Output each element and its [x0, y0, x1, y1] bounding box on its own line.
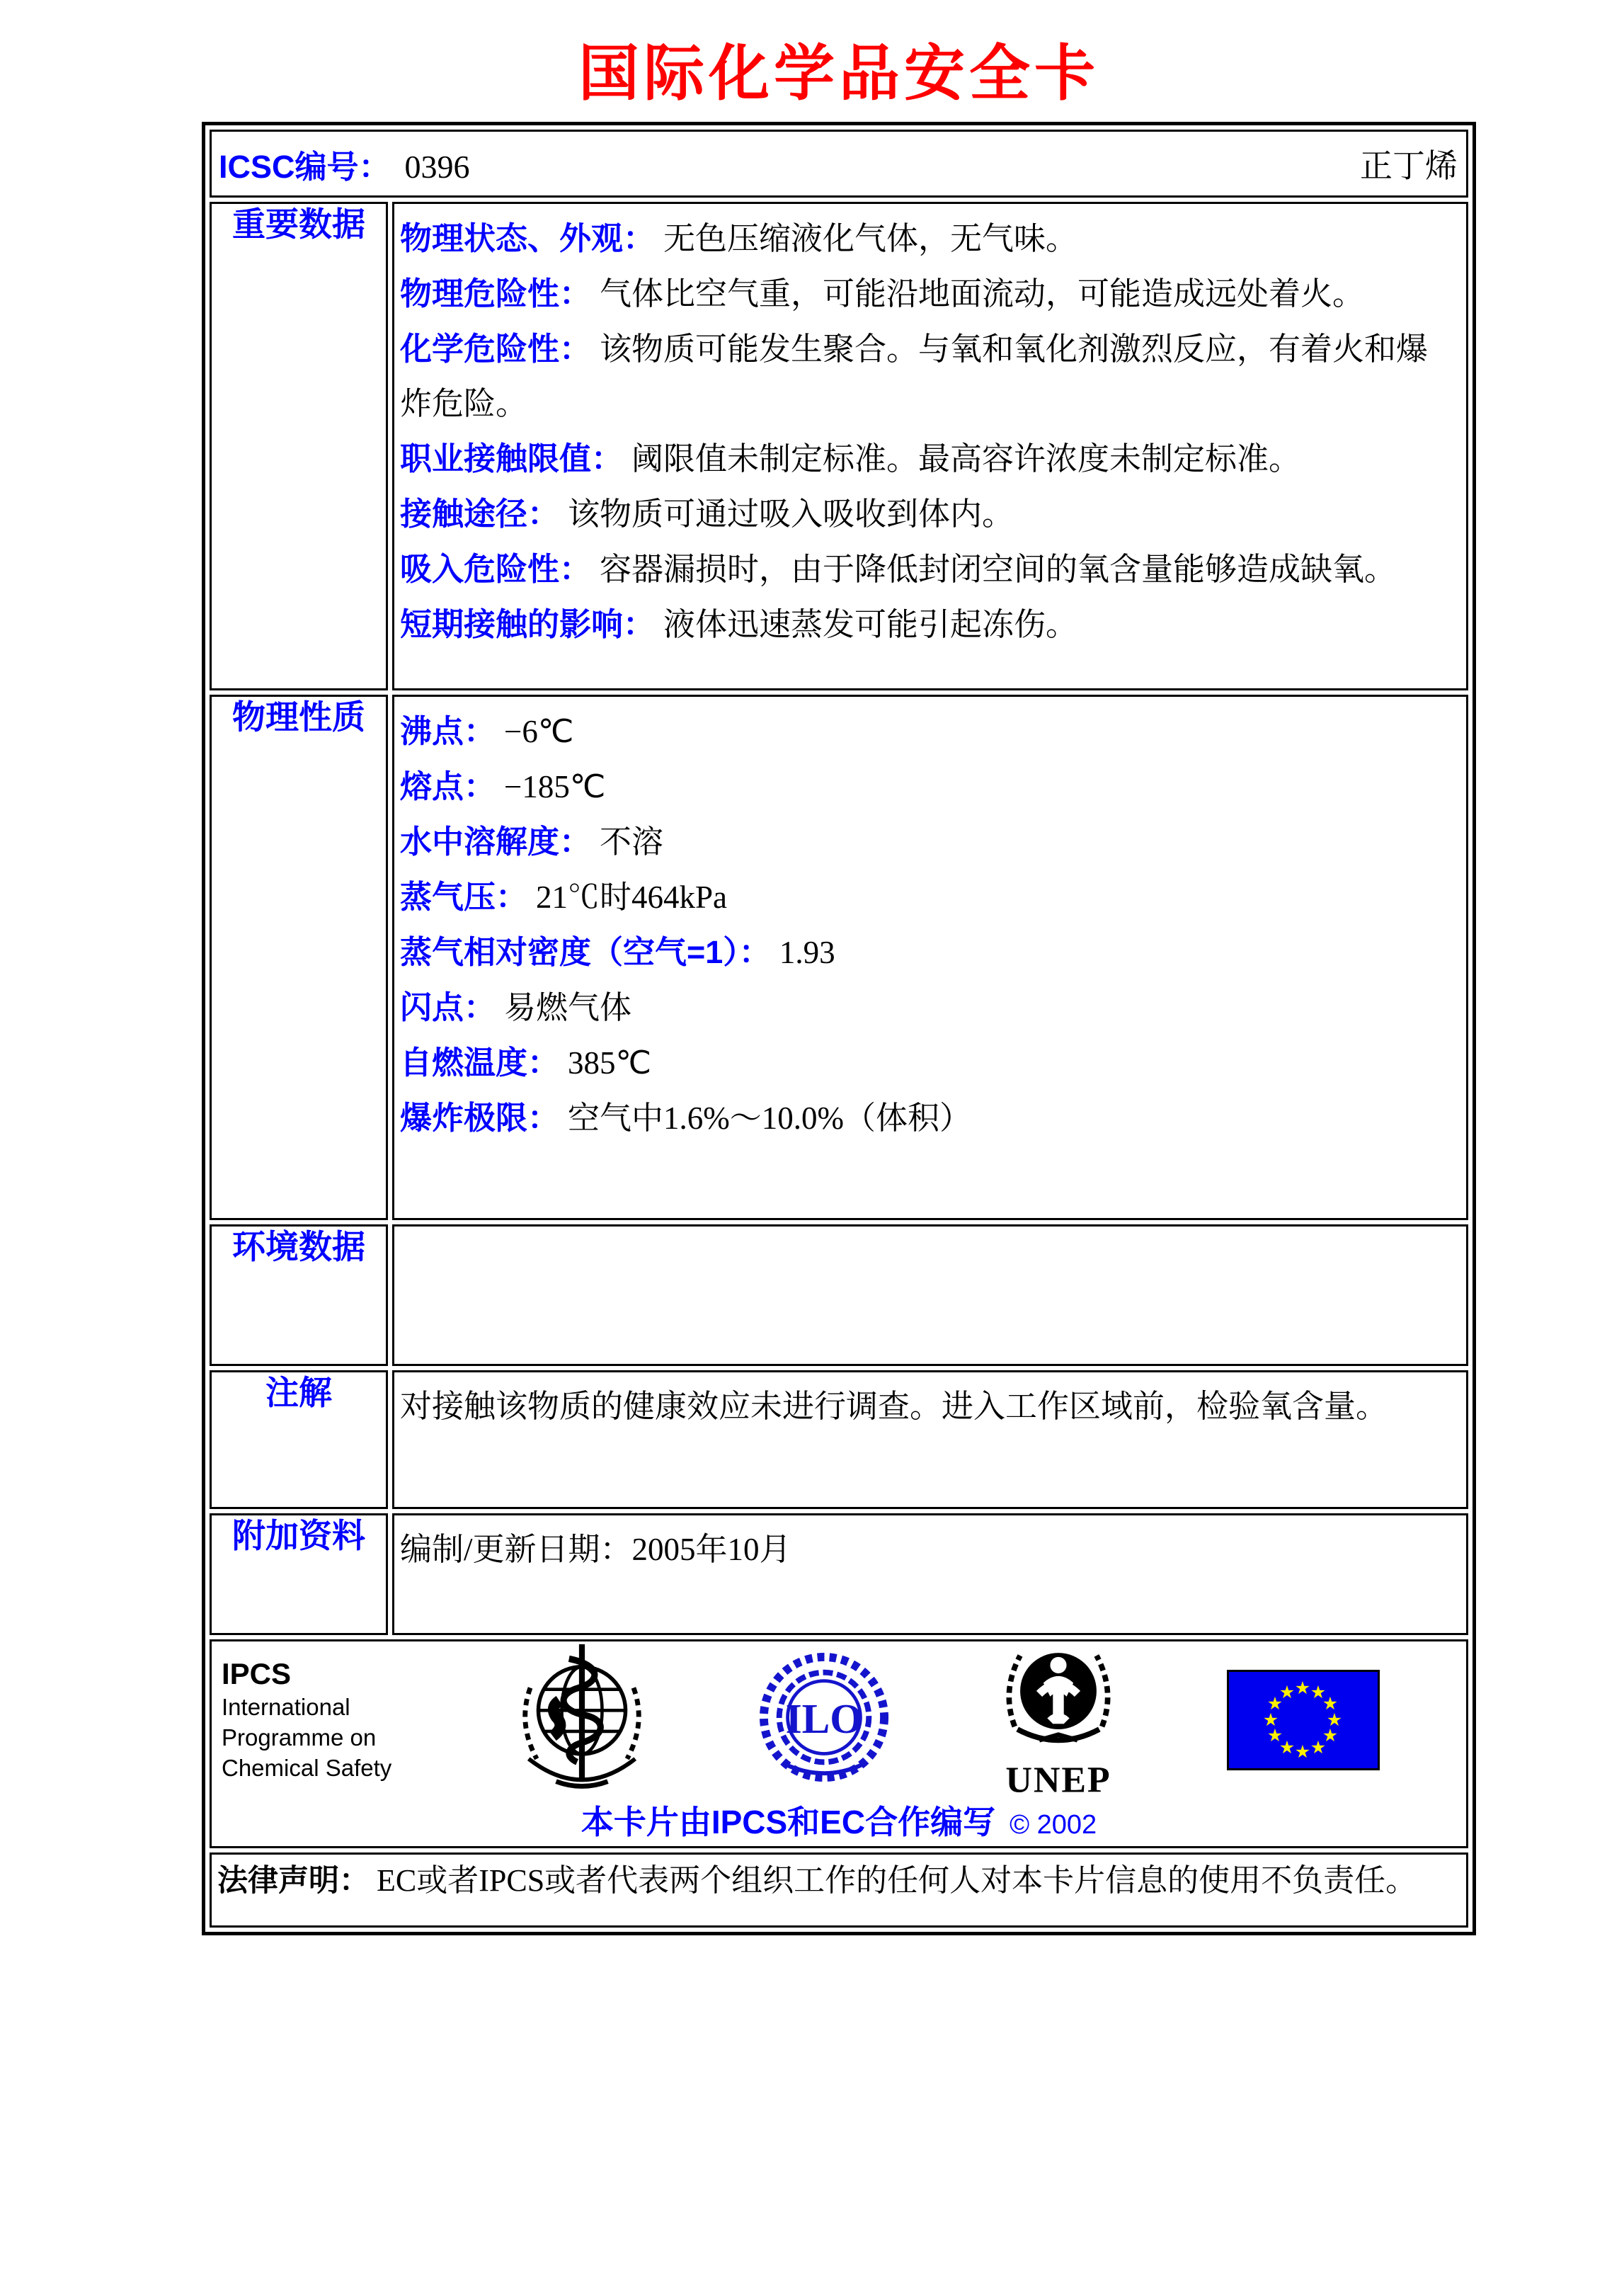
data-item	[400, 814, 1459, 870]
notes-label-cell	[210, 1370, 388, 1509]
item-text: 气体比空气重，可能沿地面流动，可能造成远处着火。	[600, 276, 1365, 312]
ipcs-text-block	[222, 1656, 406, 1784]
icsc-number-label: ICSC编号：	[219, 148, 391, 185]
data-item	[400, 321, 1459, 431]
data-item	[400, 870, 1459, 925]
item-text: 该物质可能发生聚合。与氧和氧化剂激烈反应，有着火和爆炸危险。	[400, 331, 1429, 421]
data-item	[400, 925, 1459, 980]
data-item	[400, 1035, 1459, 1091]
data-item	[400, 1091, 1459, 1146]
notes-row	[210, 1370, 1468, 1509]
svg-text:★: ★	[1266, 1724, 1283, 1746]
page-title: 国际化学品安全卡	[578, 40, 1099, 108]
item-label: 闪点：	[400, 989, 496, 1025]
item-label: 自燃温度：	[400, 1045, 560, 1081]
cooperation-caption	[212, 1797, 1466, 1843]
item-text: 对接触该物质的健康效应未进行调查。进入工作区域前，检验氧含量。	[400, 1389, 1388, 1424]
additional-info-label-cell	[210, 1513, 388, 1635]
header-row	[210, 130, 1468, 198]
item-label: 吸入危险性：	[400, 551, 592, 587]
legal-cell	[210, 1852, 1468, 1928]
svg-text:★: ★	[1326, 1709, 1343, 1730]
item-text: 液体迅速蒸发可能引起冻伤。	[663, 607, 1078, 642]
svg-text:★: ★	[1294, 1677, 1311, 1698]
header-cell	[210, 130, 1468, 198]
item-text: 空气中1.6%～10.0%（体积）	[568, 1100, 971, 1136]
data-item	[400, 542, 1459, 597]
item-text: −6℃	[504, 714, 574, 749]
svg-text:★: ★	[1294, 1741, 1311, 1762]
environmental-data-content	[392, 1224, 1468, 1366]
item-text: −185℃	[504, 769, 606, 804]
item-label: 爆炸极限：	[400, 1100, 560, 1136]
svg-text:★: ★	[1310, 1736, 1327, 1758]
item-text: 阈限值未制定标准。最高容许浓度未制定标准。	[631, 441, 1301, 477]
ipcs-line: International	[222, 1694, 350, 1721]
section-label: 物理性质	[232, 698, 365, 736]
item-label: 蒸气压：	[400, 879, 528, 915]
notes-content	[392, 1370, 1468, 1509]
item-label: 沸点：	[400, 713, 496, 749]
item-text: 不溶	[600, 824, 664, 860]
item-text: 385℃	[568, 1045, 652, 1081]
svg-text:★: ★	[1262, 1709, 1279, 1730]
section-label: 重要数据	[232, 205, 365, 243]
svg-text:★: ★	[1279, 1736, 1296, 1758]
item-text: 无色压缩液化气体，无气味。	[663, 221, 1078, 256]
ipcs-line: Chemical Safety	[222, 1755, 392, 1782]
legal-row	[210, 1852, 1468, 1928]
item-text: 1.93	[779, 935, 835, 970]
section-label: 附加资料	[232, 1517, 365, 1554]
item-label: 接触途径：	[400, 496, 560, 532]
data-item	[400, 431, 1459, 486]
svg-text:★: ★	[1322, 1692, 1339, 1714]
who-logo	[514, 1639, 650, 1801]
data-item	[400, 266, 1459, 321]
logos-cell	[210, 1639, 1468, 1848]
environmental-data-label-cell	[210, 1224, 388, 1366]
item-label: 蒸气相对密度（空气=1）：	[400, 934, 771, 970]
data-item	[400, 211, 1459, 266]
legal-text: EC或者IPCS或者代表两个组织工作的任何人对本卡片信息的使用不负责任。	[377, 1863, 1417, 1898]
physical-properties-row	[210, 695, 1468, 1220]
additional-info-row	[210, 1513, 1468, 1635]
section-label: 环境数据	[232, 1228, 365, 1265]
section-label: 注解	[265, 1374, 332, 1411]
legal-label: 法律声明：	[217, 1864, 370, 1898]
important-data-label-cell	[210, 202, 388, 690]
copyright-text: © 2002	[1010, 1810, 1097, 1840]
logos-row	[210, 1639, 1468, 1848]
item-label: 短期接触的影响：	[400, 606, 656, 642]
data-item	[400, 1523, 1459, 1577]
item-label: 物理状态、外观：	[400, 220, 656, 256]
environmental-data-row	[210, 1224, 1468, 1366]
chemical-name: 正丁烯	[1360, 148, 1458, 184]
item-text: 21℃时464kPa	[536, 880, 728, 915]
additional-info-content	[392, 1513, 1468, 1635]
caption-text: 本卡片由IPCS和EC合作编写	[581, 1804, 996, 1840]
item-label: 熔点：	[400, 768, 496, 804]
item-label: 水中溶解度：	[400, 824, 592, 860]
ipcs-line: Programme on	[222, 1724, 377, 1751]
physical-properties-label-cell	[210, 695, 388, 1220]
ilo-letters: ILO	[785, 1695, 863, 1742]
item-label: 化学危险性：	[400, 331, 592, 367]
data-item	[400, 486, 1459, 542]
item-text: 编制/更新日期：2005年10月	[400, 1532, 791, 1567]
svg-text:★: ★	[1310, 1681, 1327, 1702]
icsc-number-value: 0396	[404, 148, 470, 185]
data-item	[400, 1379, 1459, 1434]
data-item	[400, 980, 1459, 1035]
physical-properties-content	[392, 695, 1468, 1220]
important-data-row	[210, 202, 1468, 690]
icsc-card-table	[202, 122, 1476, 1935]
svg-text:★: ★	[1322, 1724, 1339, 1746]
eu-flag	[1227, 1670, 1380, 1770]
item-text: 容器漏损时，由于降低封闭空间的氧含量能够造成缺氧。	[600, 552, 1397, 587]
item-text: 该物质可通过吸入吸收到体内。	[568, 496, 1014, 532]
data-item	[400, 597, 1459, 652]
ilo-logo	[758, 1651, 890, 1789]
data-item	[400, 759, 1459, 814]
item-label: 职业接触限值：	[400, 440, 624, 477]
unep-logo	[998, 1637, 1119, 1803]
unep-letters: UNEP	[1005, 1760, 1111, 1801]
ipcs-acronym: IPCS	[222, 1656, 292, 1690]
item-text: 易燃气体	[504, 990, 632, 1025]
item-label: 物理危险性：	[400, 275, 592, 312]
svg-text:★: ★	[1279, 1681, 1296, 1702]
important-data-content	[392, 202, 1468, 690]
data-item	[400, 704, 1459, 759]
svg-text:★: ★	[1266, 1692, 1283, 1714]
